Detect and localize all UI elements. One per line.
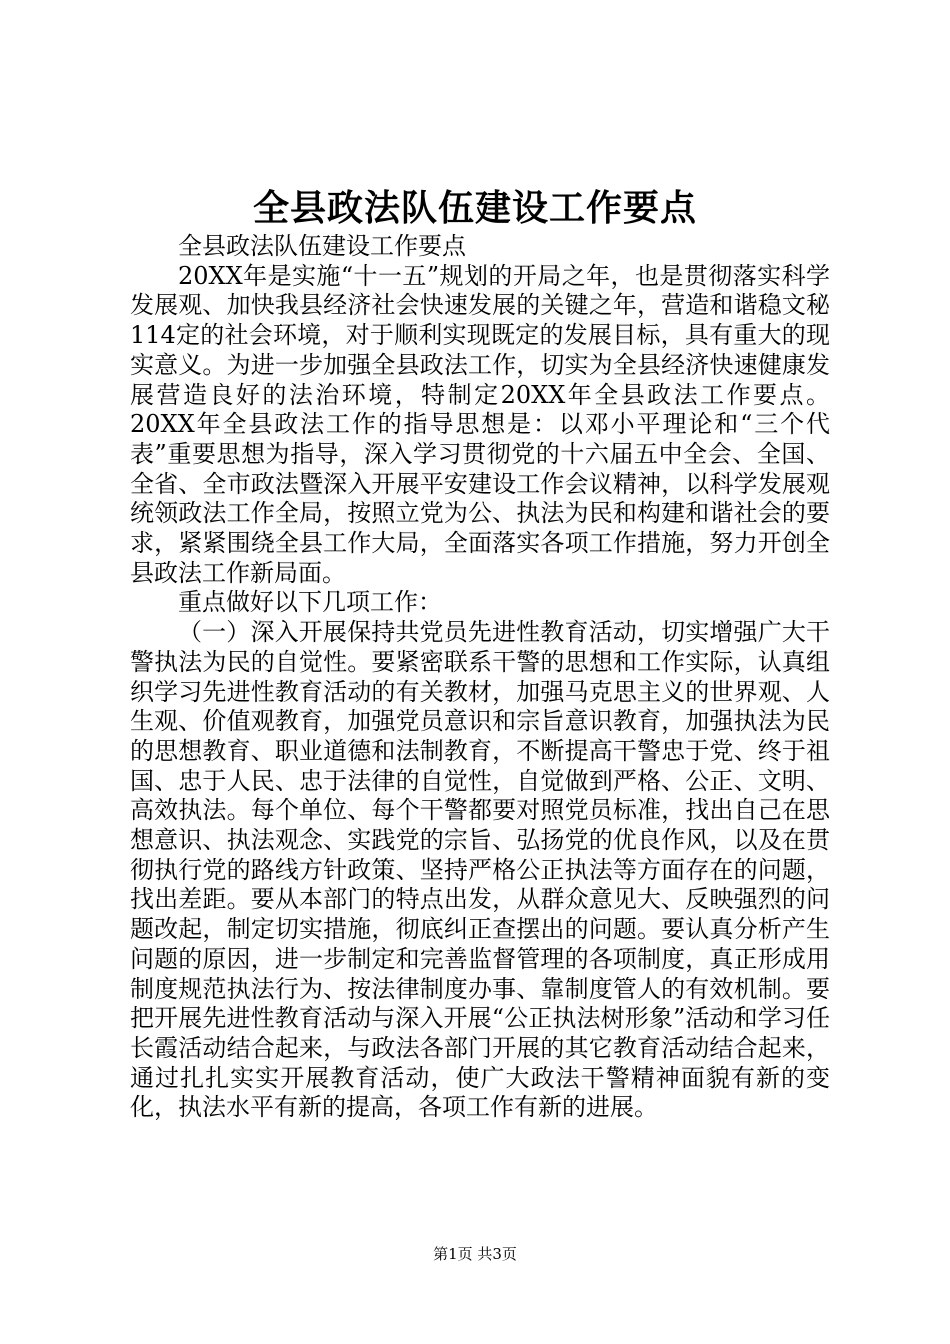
page-footer: 第1页 共3页 [433, 1245, 517, 1263]
body-paragraph-subtitle: 全县政法队伍建设工作要点 [178, 232, 466, 260]
body-paragraph-intro: 20XX年是实施“十一五”规划的开局之年，也是贯彻落实科学发展观、加快我县经济社会快速发展的关键之年，营造和谐稳文秘114定的社会环境，对于顺利实现既定的发展目标，具有重大的现实意义。为进一步加强全县政法工作，切实为全县经济快速健康发展营造良好的法治环境，特制定20XX年全县政法工作要点。20XX年全县政法工作的指导思想是：以邓小平理论和“三个代表”重要思想为指导，深入学习贯彻党的十六届五中全会、全国、全省、全市政法暨深入开展平安建设工作会议精神，以科学发展观统领政法工作全局，按照立党为公、执法为民和构建和谐社会的要求，紧紧围绕全县工作大局，全面落实各项工作措施，努力开创全县政法工作新局面。 [130, 261, 830, 587]
body-paragraph-task-one: （一）深入开展保持共党员先进性教育活动，切实增强广大干警执法为民的自觉性。要紧密联系干警的思想和工作实际，认真组织学习先进性教育活动的有关教材，加强马克思主义的世界观、人生观、价值观教育，加强党员意识和宗旨意识教育，加强执法为民的思想教育、职业道德和法制教育，不断提高干警忠于党、终于祖国、忠于人民、忠于法律的自觉性，自觉做到严格、公正、文明、高效执法。每个单位、每个干警都要对照党员标准，找出自己在思想意识、执法观念、实践党的宗旨、弘扬党的优良作风，以及在贯彻执行党的路线方针政策、坚持严格公正执法等方面存在的问题，找出差距。要从本部门的特点出发，从群众意见大、反映强烈的问题改起，制定切实措施，彻底纠正查摆出的问题。要认真分析产生问题的原因，进一步制定和完善监督管理的各项制度，真正形成用制度规范执法行为、按法律制度办事、靠制度管人的有效机制。要把开展先进性教育活动与深入开展“公正执法树形象”活动和学习任长霞活动结合起来，与政法各部门开展的其它教育活动结合起来，通过扎扎实实开展教育活动，使广大政法干警精神面貌有新的变化，执法水平有新的提高，各项工作有新的进展。 [130, 618, 830, 1122]
document-body [130, 232, 830, 1123]
body-paragraph-key-tasks: 重点做好以下几项工作： [178, 588, 442, 617]
document-title: 全县政法队伍建设工作要点 [252, 187, 697, 229]
